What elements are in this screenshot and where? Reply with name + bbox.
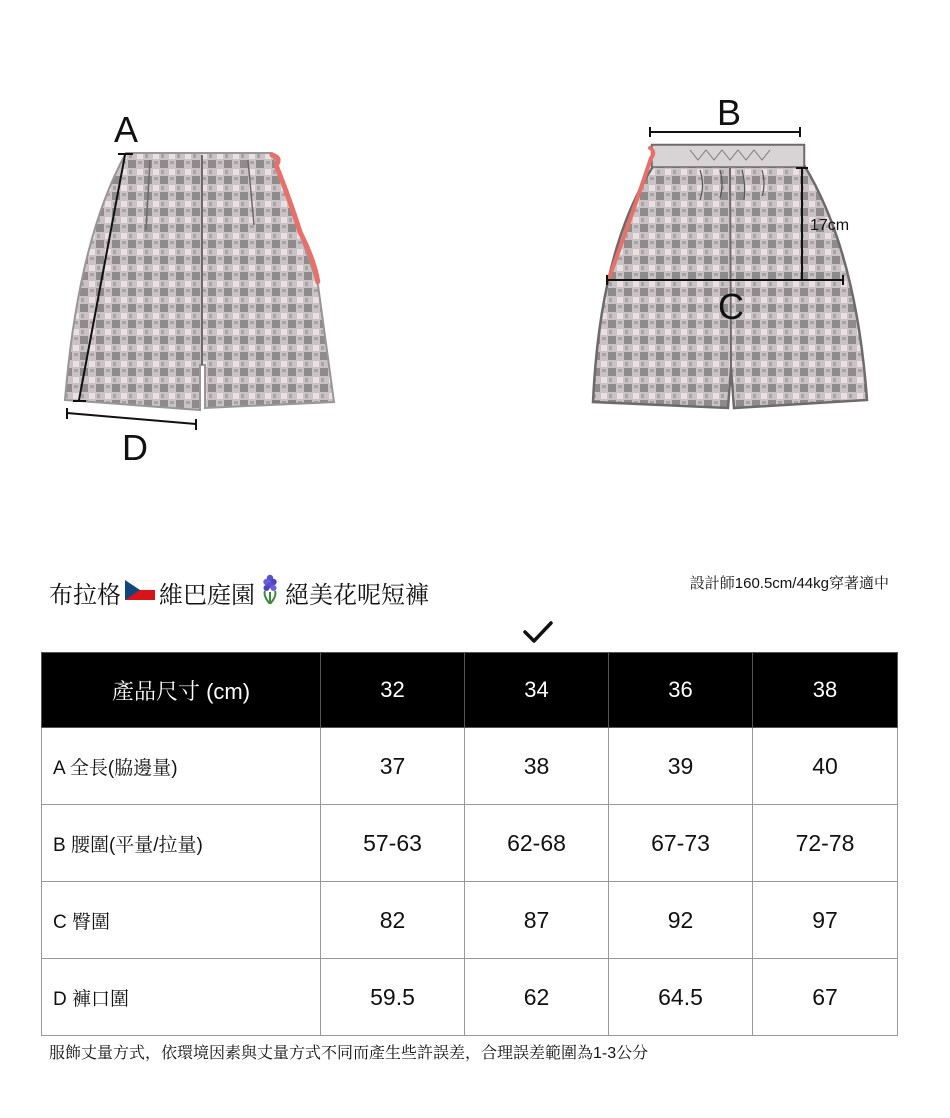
size-header: 38	[753, 653, 898, 728]
table-cell: 39	[609, 728, 753, 805]
table-row	[42, 805, 898, 882]
measurement-footnote: 服飾丈量方式，依環境因素與丈量方式不同而產生些許誤差，合理誤差範圍為1-3公分	[49, 1045, 649, 1062]
label-d: D	[122, 427, 148, 468]
size-header: 32	[321, 653, 465, 728]
table-cell: 92	[609, 882, 753, 959]
size-header: 36	[609, 653, 753, 728]
row-label: A 全長(脇邊量)	[42, 728, 321, 805]
check-icon	[522, 620, 554, 649]
table-cell: 59.5	[321, 959, 465, 1036]
table-cell: 82	[321, 882, 465, 959]
table-cell: 72-78	[753, 805, 898, 882]
product-title	[49, 574, 429, 611]
header-label: 產品尺寸 (cm)	[42, 653, 321, 728]
table-cell: 62-68	[465, 805, 609, 882]
table-row	[42, 959, 898, 1036]
front-view-shorts	[65, 153, 334, 410]
table-cell: 37	[321, 728, 465, 805]
title-part-3: 絕美花呢短褲	[285, 582, 429, 609]
czech-flag-icon	[125, 579, 155, 607]
row-label: D 褲口圍	[42, 959, 321, 1036]
designer-fit-note: 設計師160.5cm/44kg穿著適中	[689, 575, 889, 592]
size-table	[41, 652, 898, 1036]
table-cell: 64.5	[609, 959, 753, 1036]
back-view-shorts	[593, 145, 867, 408]
table-cell: 57-63	[321, 805, 465, 882]
table-header-row	[42, 653, 898, 728]
title-part-1: 布拉格	[49, 582, 121, 609]
label-b: B	[717, 92, 742, 133]
label-a: A	[114, 109, 139, 150]
title-part-2: 維巴庭園	[159, 582, 255, 609]
hyacinth-icon	[259, 574, 281, 611]
label-c: C	[718, 286, 744, 327]
table-cell: 38	[465, 728, 609, 805]
table-cell: 40	[753, 728, 898, 805]
table-cell: 67	[753, 959, 898, 1036]
row-label: C 臀圍	[42, 882, 321, 959]
table-row	[42, 728, 898, 805]
label-rise: 17cm	[810, 217, 850, 234]
table-cell: 97	[753, 882, 898, 959]
row-label: B 腰圍(平量/拉量)	[42, 805, 321, 882]
table-cell: 67-73	[609, 805, 753, 882]
table-cell: 62	[465, 959, 609, 1036]
size-header: 34	[465, 653, 609, 728]
table-cell: 87	[465, 882, 609, 959]
table-row	[42, 882, 898, 959]
